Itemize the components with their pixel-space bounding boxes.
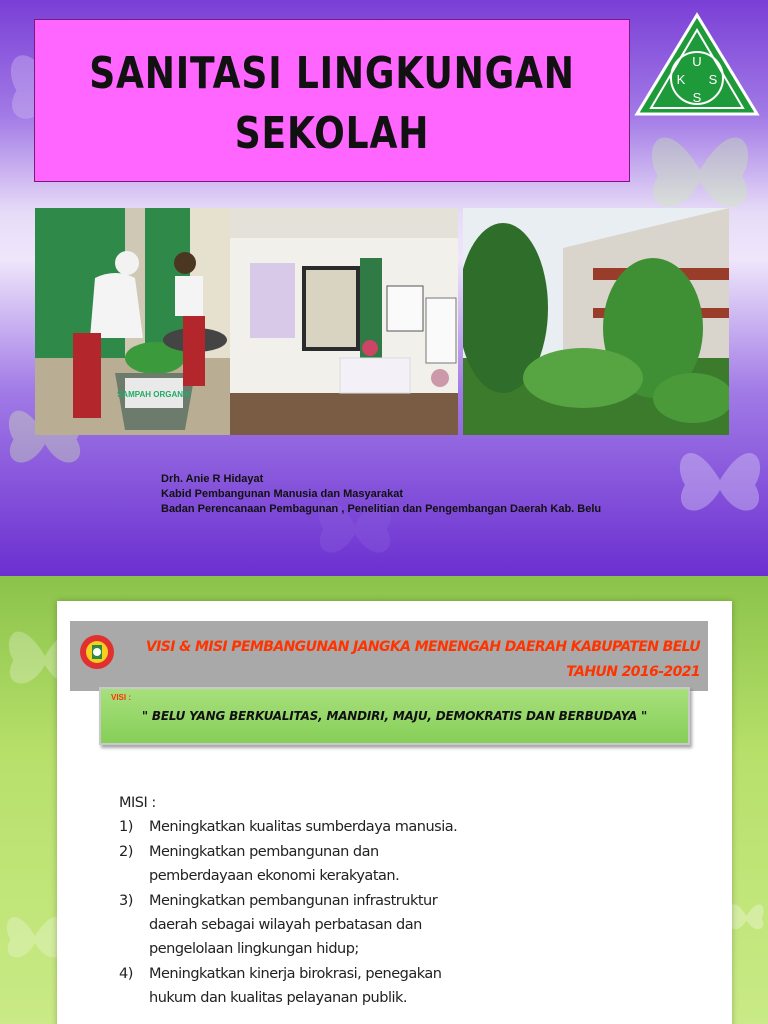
misi-number: 3) <box>119 892 133 909</box>
logo-letter-u: U <box>692 54 702 69</box>
banner-title-line-2: TAHUN 2016-2021 <box>566 664 700 680</box>
list-item <box>119 840 679 889</box>
banner-title-line-1: VISI & MISI PEMBANGUNAN JANGKA MENENGAH DAERAH KABUPATEN BELU <box>145 639 700 655</box>
visi-box <box>99 687 690 745</box>
author-institution: Badan Perencanaan Pembagunan , Penelitian dan Pengembangan Daerah Kab. Belu <box>161 503 602 515</box>
misi-text: Meningkatkan pembangunan infrastruktur daerah sebagai wilayah perbatasan dan pengelolaan lingkungan hidup; <box>149 892 438 958</box>
misi-text: Meningkatkan kinerja birokrasi, penegakan hukum dan kualitas pelayanan publik. <box>149 965 442 1007</box>
misi-list <box>119 791 679 1011</box>
trash-bin-label: SAMPAH ORGANIK <box>116 390 192 399</box>
school-garden-photo <box>463 208 729 435</box>
misi-title: MISI : <box>119 795 156 811</box>
author-credits <box>161 472 601 517</box>
logo-letter-s: S <box>708 72 718 87</box>
butterfly-icon <box>670 430 768 530</box>
slide-title <box>88 44 575 164</box>
visi-text: " BELU YANG BERKUALITAS, MANDIRI, MAJU, DEMOKRATIS DAN BERBUDAYA " <box>141 709 648 723</box>
logo-letter-s2: S <box>692 90 702 105</box>
header-banner <box>70 621 708 691</box>
misi-number: 4) <box>119 965 133 982</box>
banner-title <box>115 635 700 685</box>
list-item <box>119 815 679 839</box>
title-box <box>34 19 630 182</box>
list-item <box>119 889 679 962</box>
uks-logo <box>633 12 761 118</box>
uks-room-photo <box>230 208 458 435</box>
misi-text: Meningkatkan kualitas sumberdaya manusia. <box>149 819 458 836</box>
list-item <box>119 962 679 1011</box>
content-panel <box>57 601 732 1024</box>
misi-number: 2) <box>119 843 133 860</box>
title-line-1: SANITASI LINGKUNGAN <box>89 48 575 99</box>
photo-strip <box>35 208 729 435</box>
students-trash-bin-photo <box>35 208 230 435</box>
misi-number: 1) <box>119 819 133 836</box>
misi-text: Meningkatkan pembangunan dan pemberdayaan ekonomi kerakyatan. <box>149 843 400 885</box>
author-position: Kabid Pembangunan Manusia dan Masyarakat <box>161 488 404 500</box>
slide-2 <box>0 576 768 1024</box>
author-name: Drh. Anie R Hidayat <box>161 473 264 485</box>
visi-label: VISI : <box>111 693 132 702</box>
logo-letter-k: K <box>676 72 686 87</box>
kabupaten-belu-emblem-icon <box>78 633 116 671</box>
title-line-2: SEKOLAH <box>234 108 430 159</box>
